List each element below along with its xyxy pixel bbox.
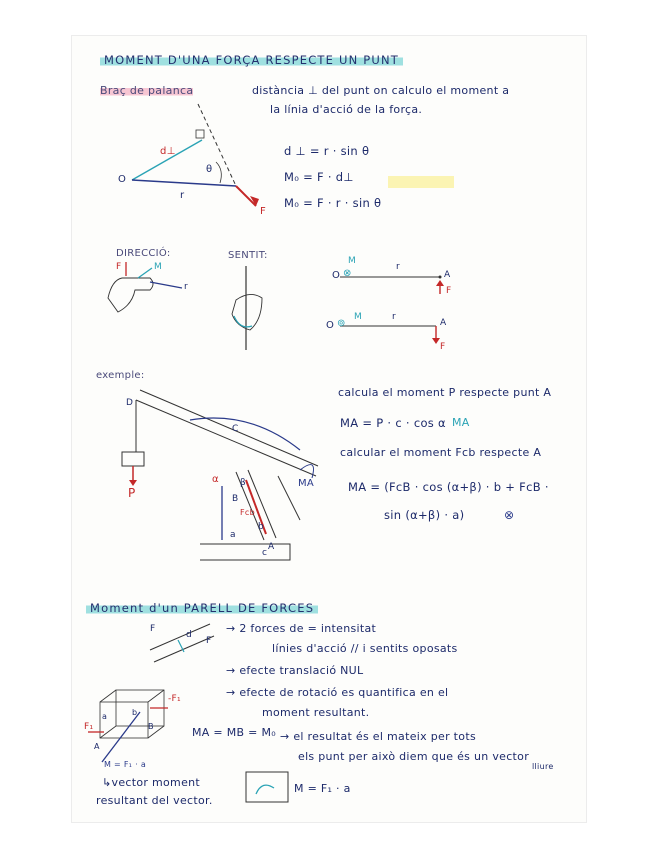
cube-f1-neg: -F₁	[168, 694, 181, 704]
ex-label-p: P	[128, 486, 136, 500]
brac-term: Braç de palanca	[100, 84, 194, 97]
parell-note-2: resultant del vector.	[96, 794, 213, 807]
brac-definition-2: la línia d'acció de la força.	[270, 103, 423, 116]
exemple-question-1: calcula el moment P respecte punt A	[338, 386, 552, 399]
line1-a: A	[444, 270, 451, 280]
direccio-label: DIRECCIÓ:	[116, 248, 171, 259]
line2-m: M	[354, 312, 363, 322]
line2-r: r	[392, 312, 397, 322]
ex-label-a: A	[268, 542, 275, 552]
ex-label-fcb: Fcb	[240, 508, 255, 517]
parell-bullet-3: → efecte translació NUL	[226, 664, 364, 677]
parell-f1: F	[150, 624, 156, 634]
ex-label-small-a: a	[230, 530, 236, 540]
cube-B: B	[148, 722, 154, 731]
line1-r: r	[396, 262, 401, 272]
exemple-equation-1: MA = P · c · cos α	[340, 416, 446, 430]
cube-a: a	[102, 712, 108, 721]
parell-bullet-2: línies d'acció // i sentits oposats	[272, 642, 458, 655]
cube-m: M = F₁ · a	[104, 760, 147, 769]
brac-definition-1: distància ⊥ del punt on calculo el moment a	[252, 84, 510, 97]
parell-f2: F	[206, 636, 212, 646]
exemple-equation-1-tag: MA	[452, 416, 470, 429]
fig1-label-o: O	[118, 174, 127, 185]
exemple-question-2: calcular el moment Fcb respecte A	[340, 446, 542, 459]
ex-label-beta: β	[240, 478, 247, 488]
direccio-r: r	[184, 282, 189, 292]
direccio-f: F	[116, 262, 122, 272]
parell-bullet-4: → efecte de rotació es quantifica en el	[226, 686, 449, 699]
ex-label-alpha: α	[212, 474, 219, 485]
line2-o: O	[326, 320, 335, 331]
ex-label-d: D	[126, 398, 134, 408]
moment-box-label: M = F₁ · a	[294, 782, 351, 795]
parell-note-1: ↳vector moment	[102, 776, 201, 789]
ex-label-small-b: b	[258, 522, 265, 532]
fig1-label-f: F	[260, 206, 267, 217]
cube-A: A	[94, 742, 100, 751]
ex-label-small-c: c	[262, 548, 268, 558]
fig1-label-r: r	[180, 190, 185, 201]
parell-result-1: → el resultat és el mateix per tots	[280, 730, 476, 743]
direccio-m: M	[154, 262, 163, 272]
exemple-equation-2a: MA = (FcB · cos (α+β) · b + FcB ·	[348, 480, 549, 494]
line1-m-symbol: ⊗	[343, 268, 352, 279]
parell-result-3: lliure	[532, 762, 554, 771]
sentit-label: SENTIT:	[228, 250, 268, 261]
formula-1: d ⊥ = r · sin θ	[284, 144, 370, 158]
line2-m-symbol: ⊚	[337, 318, 346, 329]
cube-f1: F₁	[84, 722, 94, 732]
parell-bullet-5: moment resultant.	[262, 706, 370, 719]
parell-title: Moment d'un PARELL DE FORCES	[86, 600, 318, 616]
fig1-label-theta: θ	[206, 164, 213, 175]
ex-label-b: B	[232, 494, 239, 504]
ex-label-ma: MA	[298, 478, 315, 489]
parell-bullet-1: → 2 forces de = intensitat	[226, 622, 377, 635]
page-title: MOMENT D'UNA FORÇA RESPECTE UN PUNT	[100, 52, 403, 68]
fig1-label-d: d⊥	[160, 146, 176, 157]
parell-result-2: els punt per això diem que és un vector	[298, 750, 530, 763]
line1-f: F	[446, 286, 452, 296]
ex-label-c: C	[232, 424, 239, 434]
line2-a: A	[440, 318, 447, 328]
parell-d: d	[186, 630, 193, 640]
line2-f: F	[440, 342, 446, 352]
cube-b: b	[132, 708, 138, 717]
exemple-label: exemple:	[96, 370, 145, 381]
line1-m: M	[348, 256, 357, 266]
exemple-equation-2b: sin (α+β) · a)	[384, 508, 465, 522]
exemple-equation-2-symbol: ⊗	[504, 508, 515, 522]
parell-equation: MA = MB = M₀	[192, 726, 276, 739]
formula-2: M₀ = F · d⊥	[284, 170, 354, 184]
line1-o: O	[332, 270, 341, 281]
formula-3: M₀ = F · r · sin θ	[284, 196, 382, 210]
